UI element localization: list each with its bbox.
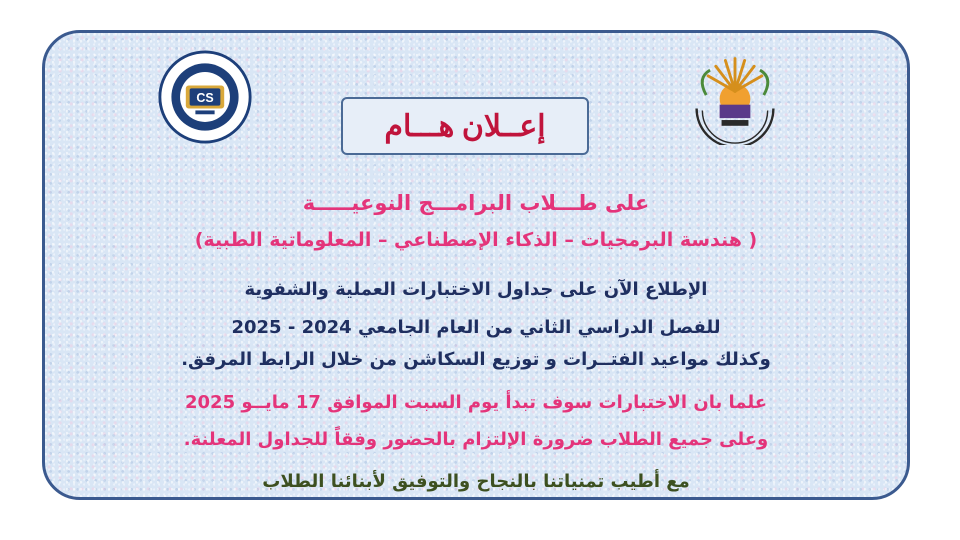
closing-line: مع أطيب تمنياتنا بالنجاح والتوفيق لأبنائنا الطلاب	[262, 471, 690, 492]
body-line-2: للفصل الدراسي الثاني من العام الجامعي 2024 - 2025	[231, 317, 721, 338]
announcement-title-box	[341, 97, 589, 155]
announcement-headline: على طـــلاب البرامـــج النوعيـــــة	[302, 191, 650, 215]
announcement-card	[42, 30, 910, 500]
announcement-title: إعــلان هـــام	[384, 109, 546, 143]
programs-list: ( هندسة البرمجيات – الذكاء الإصطناعي – المعلوماتية الطبية)	[194, 229, 758, 251]
mansoura-university-logo	[687, 49, 783, 145]
faculty-logo-badge: CS	[196, 90, 214, 105]
body-line-3: وكذلك مواعيد الفتــرات و توزيع السكاشن من خلال الرابط المرفق.	[181, 349, 771, 370]
body-line-1: الإطلاع الآن على جداول الاختبارات العملية والشفوية	[244, 279, 708, 300]
faculty-of-computers-logo	[157, 49, 253, 145]
notice-line-2: وعلى جميع الطلاب ضرورة الإلتزام بالحضور وفقاً للجداول المعلنة.	[183, 429, 769, 450]
notice-line-1: علما بان الاختبارات سوف تبدأ يوم السبت الموافق 17 مايــو 2025	[185, 392, 767, 413]
